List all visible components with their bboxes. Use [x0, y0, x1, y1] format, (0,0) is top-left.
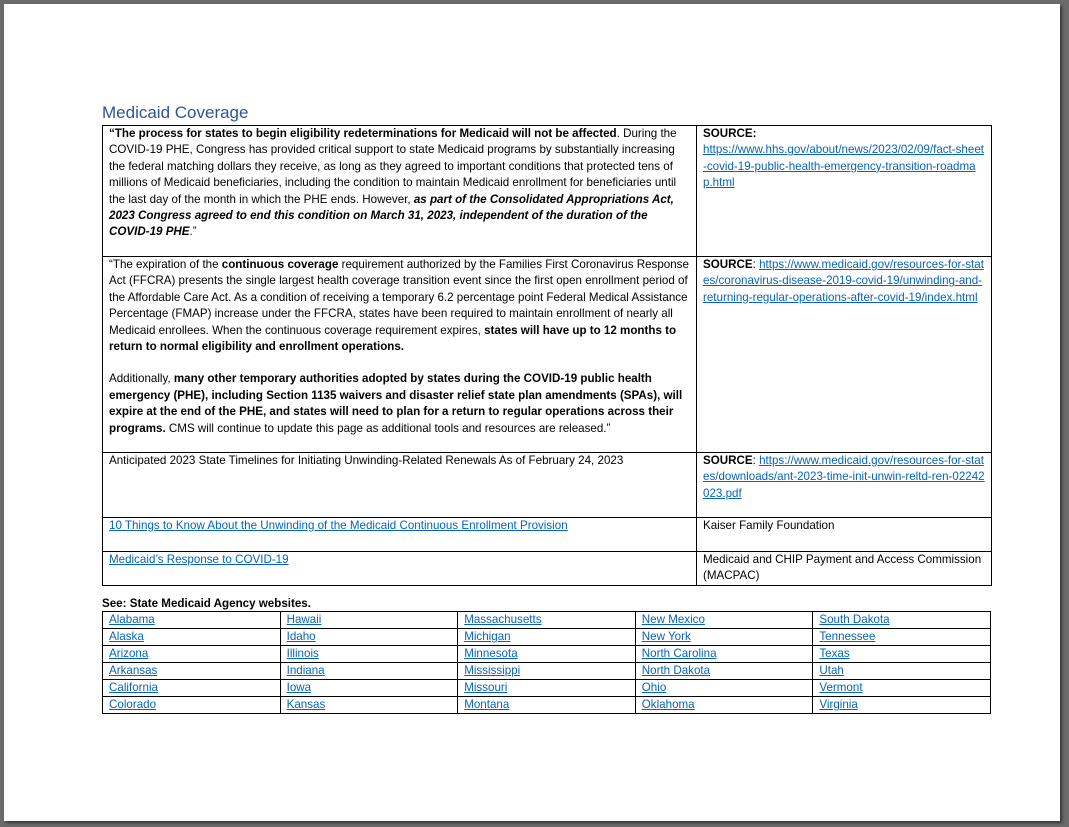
state-cell	[458, 612, 636, 629]
state-link[interactable]: Alaska	[109, 630, 144, 643]
state-cell	[813, 629, 991, 646]
state-link[interactable]: Tennessee	[819, 630, 876, 643]
source-label: SOURCE:	[703, 127, 757, 140]
state-cell	[813, 646, 991, 663]
state-link[interactable]: Montana	[464, 698, 510, 711]
state-cell	[280, 663, 458, 680]
state-row	[103, 663, 991, 680]
state-link[interactable]: Virginia	[819, 698, 858, 711]
kff-article-link[interactable]: 10 Things to Know About the Unwinding of the Medicaid Continuous Enrollment Provision	[109, 519, 568, 532]
source-link[interactable]: https://www.medicaid.gov/resources-for-states/downloads/ant-2023-time-init-unwin-reltd-ren-02242023.pdf	[703, 454, 985, 500]
source-cell	[697, 126, 992, 257]
state-cell	[635, 629, 813, 646]
page-content	[102, 102, 991, 714]
state-link[interactable]: Arkansas	[109, 664, 158, 677]
state-cell	[458, 663, 636, 680]
quote-paragraph-2: Additionally, many other temporary authorities adopted by states during the COVID-19 public health emergency (PHE), including Section 1135 waivers and disaster relief state plan amendments (SPAs), will expire at the end of the PHE, and states will need to plan for a return to regular operations across their programs. CMS will continue to update this page as additional tools and resources are released.”	[109, 372, 683, 435]
state-row	[103, 629, 991, 646]
state-link[interactable]: Idaho	[286, 630, 316, 643]
quote-text: . During the COVID-19 PHE, Congress has provided critical support to state Medicaid programs by substantially increasing the federal matching dollars they receive, as long as they agreed to important conditions that protected tens of millions of Medicaid beneficiaries, including the condition to maintain Medicaid enrollment for beneficiaries until the last day of the month in which the PHE ends. However,	[109, 127, 677, 206]
document-page	[4, 4, 1060, 821]
table-row	[103, 126, 992, 257]
state-cell	[103, 663, 281, 680]
state-link[interactable]: Mississippi	[464, 664, 521, 677]
source-link[interactable]: https://www.hhs.gov/about/news/2023/02/09/fact-sheet-covid-19-public-health-emergency-transition-roadmap.html	[703, 143, 985, 190]
state-cell	[813, 612, 991, 629]
state-row	[103, 680, 991, 697]
state-link[interactable]: Hawaii	[286, 613, 322, 626]
state-row	[103, 612, 991, 629]
state-row	[103, 697, 991, 714]
resource-cell	[103, 552, 697, 586]
state-agencies-body	[103, 612, 991, 714]
state-link[interactable]: Alabama	[109, 613, 155, 626]
quote-end: .”	[189, 225, 197, 239]
source-link[interactable]: https://www.medicaid.gov/resources-for-states/coronavirus-disease-2019-covid-19/unwinding-and-returning-regular-operations-after-covid-19/index.html	[703, 258, 984, 304]
state-cell	[635, 680, 813, 697]
state-cell	[280, 629, 458, 646]
state-link[interactable]: Arizona	[109, 647, 149, 660]
state-cell	[813, 697, 991, 714]
quote-bold-lead: “The process for states to begin eligibility redeterminations for Medicaid will not be affected	[109, 127, 617, 140]
state-link[interactable]: Utah	[819, 664, 844, 677]
table-row	[103, 518, 992, 552]
state-link[interactable]: Minnesota	[464, 647, 518, 660]
state-link[interactable]: New York	[641, 630, 691, 643]
source-label: SOURCE	[703, 454, 753, 467]
state-link[interactable]: Massachusetts	[464, 613, 542, 626]
state-cell	[635, 646, 813, 663]
state-cell	[103, 646, 281, 663]
source-label: SOURCE	[703, 258, 753, 271]
quote-cell	[103, 126, 697, 257]
source-cell: SOURCE: https://www.medicaid.gov/resources-for-states/coronavirus-disease-2019-covid-19/unwinding-and-returning-regular-operations-after-covid-19/index.html	[697, 257, 992, 453]
quote-paragraph-1: “The expiration of the continuous coverage requirement authorized by the Families First Coronavirus Response Act (FFCRA) presents the single largest health coverage transition event since the first open enrollment period of the Affordable Care Act. As a condition of receiving a temporary 6.2 percentage point Federal Medical Assistance Percentage (FMAP) increase under the FFCRA, states have been required to maintain enrollment of nearly all Medicaid enrollees. When the continuous coverage requirement expires, states will have up to 12 months to return to normal eligibility and enrollment operations.	[109, 258, 689, 354]
source-cell: SOURCE: https://www.medicaid.gov/resources-for-states/downloads/ant-2023-time-init-unwin-reltd-ren-02242023.pdf	[697, 453, 992, 518]
state-link[interactable]: Indiana	[286, 664, 325, 677]
state-row	[103, 646, 991, 663]
state-link[interactable]: California	[109, 681, 158, 694]
state-cell	[458, 697, 636, 714]
state-cell	[635, 612, 813, 629]
source-cell: Medicaid and CHIP Payment and Access Commission (MACPAC)	[697, 552, 992, 586]
state-link[interactable]: Michigan	[464, 630, 511, 643]
state-link[interactable]: New Mexico	[641, 613, 705, 626]
state-cell	[280, 612, 458, 629]
state-link[interactable]: North Carolina	[641, 647, 717, 660]
state-link[interactable]: South Dakota	[819, 613, 890, 626]
state-cell	[813, 663, 991, 680]
state-cell	[280, 697, 458, 714]
state-cell	[103, 697, 281, 714]
state-agencies-table	[102, 611, 991, 714]
state-cell	[103, 629, 281, 646]
section-heading: Medicaid Coverage	[102, 103, 249, 122]
state-link[interactable]: Texas	[819, 647, 850, 660]
state-cell	[458, 629, 636, 646]
state-cell	[813, 680, 991, 697]
resource-cell	[103, 518, 697, 552]
state-cell	[458, 646, 636, 663]
state-cell	[458, 680, 636, 697]
quote-bold-italic: as part of the Consolidated Appropriations Act, 2023 Congress agreed to end this condition on March 31, 2023, independent of the duration of the COVID-19 PHE	[109, 192, 674, 239]
quote-cell	[103, 257, 697, 453]
state-cell	[103, 680, 281, 697]
state-cell	[103, 612, 281, 629]
table-row	[103, 453, 992, 518]
state-link[interactable]: Ohio	[641, 681, 667, 694]
table-row	[103, 552, 992, 586]
state-link[interactable]: Colorado	[109, 698, 157, 711]
resource-cell: Anticipated 2023 State Timelines for Initiating Unwinding-Related Renewals As of February 24, 2023	[103, 453, 697, 518]
resources-table	[102, 125, 992, 586]
table-row	[103, 257, 992, 453]
state-agencies-label: See: State Medicaid Agency websites.	[102, 597, 311, 610]
state-link[interactable]: North Dakota	[641, 664, 711, 677]
state-link[interactable]: Vermont	[819, 681, 863, 694]
source-cell: Kaiser Family Foundation	[697, 518, 992, 552]
state-link[interactable]: Illinois	[286, 647, 319, 660]
state-cell	[635, 663, 813, 680]
state-cell	[280, 680, 458, 697]
macpac-article-link[interactable]: Medicaid’s Response to COVID-19	[109, 553, 289, 566]
state-link[interactable]: Missouri	[464, 681, 508, 694]
state-link[interactable]: Oklahoma	[641, 698, 695, 711]
state-link[interactable]: Kansas	[286, 698, 326, 711]
state-cell	[280, 646, 458, 663]
state-cell	[635, 697, 813, 714]
state-link[interactable]: Iowa	[286, 681, 312, 694]
